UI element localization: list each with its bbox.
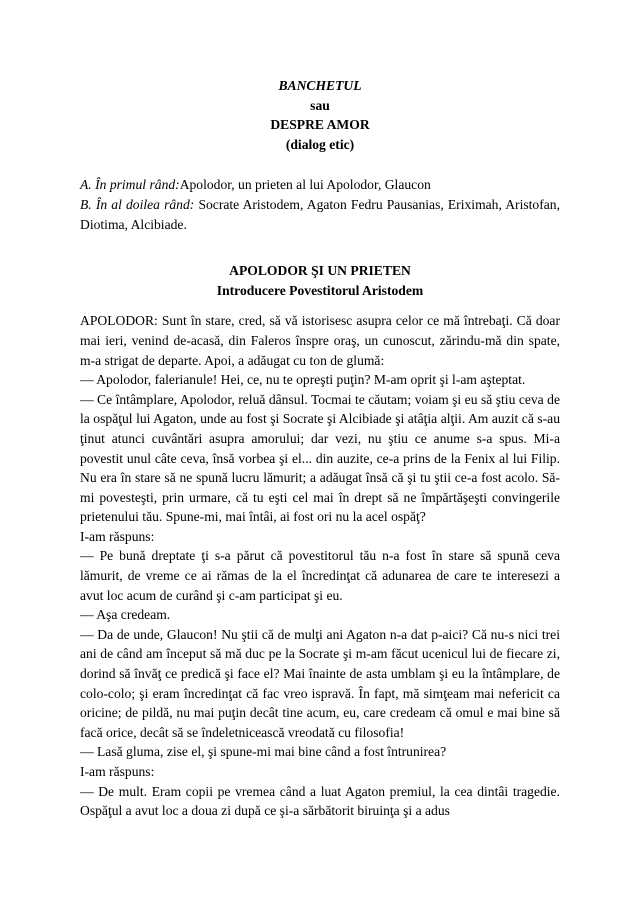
paragraph: I-am răspuns: bbox=[80, 528, 155, 544]
persons-group-b bbox=[80, 195, 560, 234]
persons-group-a bbox=[80, 175, 560, 195]
dramatis-personae bbox=[80, 175, 560, 234]
persons-a-text: Apolodor, un prieten al lui Apolodor, Glaucon bbox=[179, 177, 431, 193]
title-block bbox=[80, 76, 560, 154]
paragraph: I-am răspuns: bbox=[80, 764, 155, 779]
document-body bbox=[80, 76, 560, 821]
genre-note: (dialog etic) bbox=[285, 136, 355, 152]
paragraph: — Pe bună dreptate ţi s-a părut că povestitorul tău n-a fost în stare să spună ceva lămurit, de vreme ce ai rămas de la el încredinţat că adunarea de care te interesezi a avut loc acum de curând şi c-am participat şi eu. bbox=[80, 548, 560, 603]
persons-b-text: Socrate Aristodem, Agaton Fedru Pausanias, Eriximah, Aristofan, Diotima, Alcibiade. bbox=[80, 196, 560, 232]
paragraph: — Lasă gluma, zise el, şi spune-mi mai bine când a fost întrunirea? bbox=[80, 744, 447, 760]
persons-a-label: A. În primul rând: bbox=[80, 177, 180, 193]
paragraph: — Aşa credeam. bbox=[80, 607, 171, 623]
section-subheading: Introducere Povestitorul Aristodem bbox=[216, 282, 424, 298]
paragraph: APOLODOR: Sunt în stare, cred, să vă istorisesc asupra celor ce mă întrebaţi. Că doar mai ieri, venind de-acasă, din Faleros înspre oraş, un cunoscut, zărindu-mă din spate, m-a strigat de departe. Apoi, a adăugat cu ton de glumă: bbox=[80, 313, 560, 368]
paragraph: — Ce întâmplare, Apolodor, reluă dânsul. Tocmai te căutam; voiam şi eu să ştiu ceva de la ospăţul lui Agaton, unde au fost şi Socrate şi Alcibiade şi atâţia alţii. Am auzit că s-au ţinut atunci cuvântări asupra amorului; dar vezi, nu ştiu ce anume s-a spus. Mi-a povestit unul câte ceva, însă vorbea şi el... din auzite, ce-a prins de la Fenix al lui Filip. Nu era în stare să ne spună lucru lămurit; a adăugat însă că şi tu ştii ce-a fost acolo. Să-mi povesteşti, prin urmare, că tu eşti cel mai în drept să ne împărtăşeşti convingerile prietenului tău. Spune-mi, mai întâi, ai fost ori nu la acel ospăţ? bbox=[80, 391, 560, 525]
document-title: BANCHETUL bbox=[278, 78, 362, 93]
section-heading-block bbox=[80, 261, 560, 300]
paragraph: — Da de unde, Glaucon! Nu ştii că de mulţi ani Agaton n-a dat p-aici? Că nu-s nici trei ani de când am început să mă duc pe la Socrate şi m-am făcut ucenicul lui de fiecare zi, dorind să învăţ ce predică şi face el? Mai înainte de asta umblam şi eu la întâmplare, de colo-colo; şi eram încredinţat că fac vreo ispravă. În fapt, mă simţeam mai nefericit ca oricine; de pildă, nu mai puţin decât tine acum, eu, care credeam că omul e mai bine să facă orice, decât să se îndeletnicească vreodată cu filosofia! bbox=[80, 626, 560, 740]
paragraph: — Apolodor, falerianule! Hei, ce, nu te opreşti puţin? M-am oprit şi l-am aşteptat. bbox=[80, 372, 526, 388]
section-heading: APOLODOR ŞI UN PRIETEN bbox=[229, 263, 411, 279]
paragraph: — De mult. Eram copii pe vremea când a luat Agaton premiul, la cea dintâi tragedie. Ospăţul a avut loc a doua zi după ce şi-a sărbătorit biruinţa şi a adus bbox=[80, 783, 560, 819]
persons-b-label: B. În al doilea rând: bbox=[80, 196, 195, 212]
document-subtitle: DESPRE AMOR bbox=[270, 117, 370, 133]
title-conjunction: sau bbox=[310, 97, 330, 113]
